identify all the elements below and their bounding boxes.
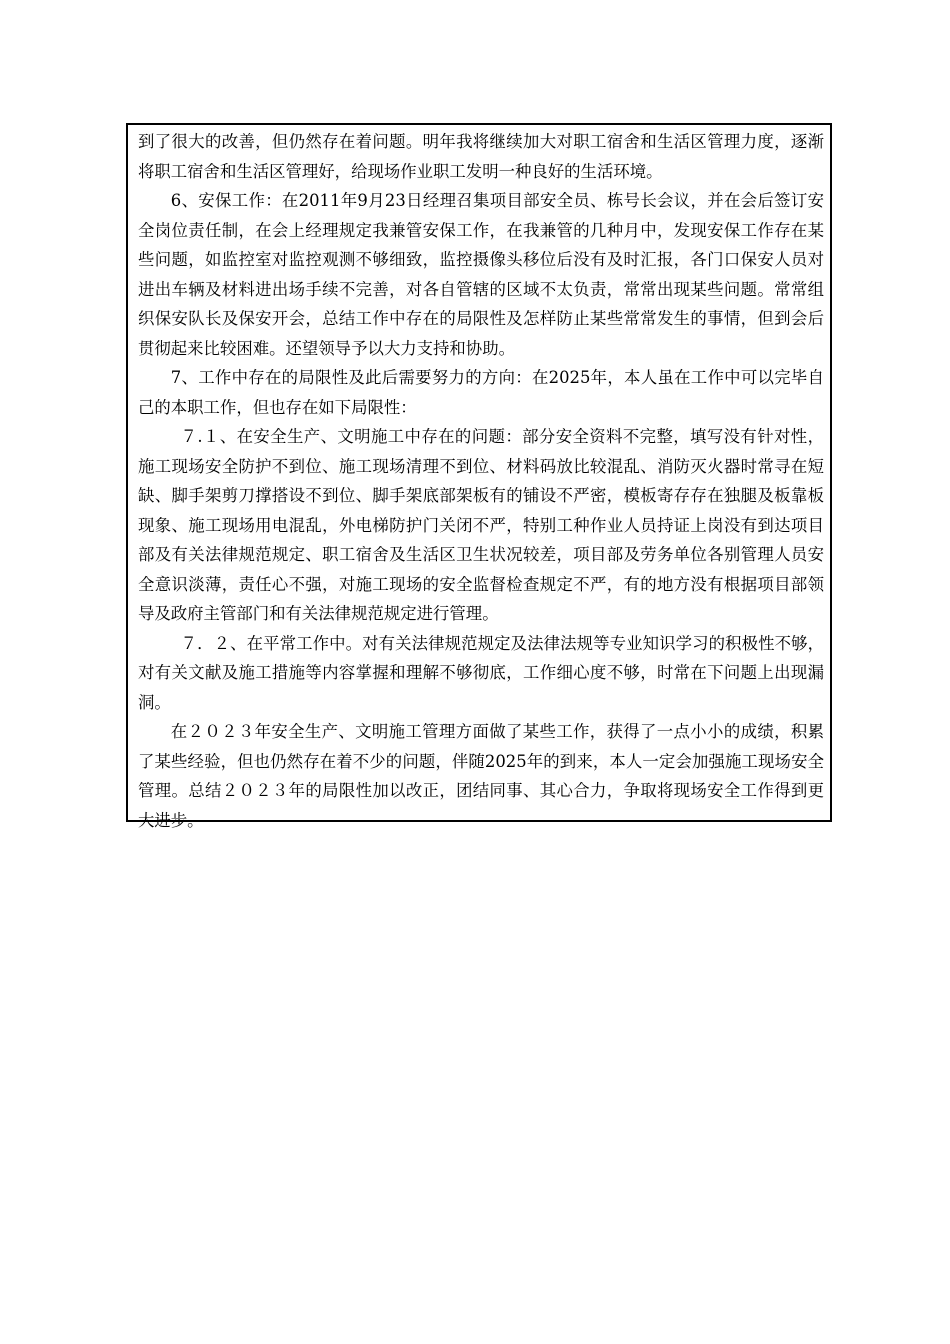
body-text bbox=[138, 127, 824, 835]
paragraph-summary: 在２０２３年安全生产、文明施工管理方面做了某些工作，获得了一点小小的成绩，积累了某些经验，但也仍然存在着不少的问题，伴随2025年的到来，本人一定会加强施工现场安全管理。总结２０２３年的局限性加以改正，团结同事、其心合力，争取将现场安全工作得到更大进步。 bbox=[138, 722, 824, 830]
paragraph-daily-work-issues: ７．２、在平常工作中。对有关法律规范规定及法律法规等专业知识学习的积极性不够，对有关文献及施工措施等内容掌握和理解不够彻底，工作细心度不够，时常在下问题上出现漏洞。 bbox=[138, 633, 824, 712]
paragraph-safety-production-issues: ７.１、在安全生产、文明施工中存在的问题：部分安全资料不完整，填写没有针对性，施工现场安全防护不到位、施工现场清理不到位、材料码放比较混乱、消防灭火器时常寻在短缺、脚手架剪刀撑搭设不到位、脚手架底部架板有的铺设不严密，模板寄存存在独腿及板靠板现象、施工现场用电混乱，外电梯防护门关闭不严，特别工种作业人员持证上岗没有到达项目部及有关法律规范规定、职工宿舍及生活区卫生状况较差，项目部及劳务单位各别管理人员安全意识淡薄，责任心不强，对施工现场的安全监督检查规定不严，有的地方没有根据项目部领导及政府主管部门和有关法律规范规定进行管理。 bbox=[138, 427, 824, 623]
paragraph-security-work: 6、安保工作：在2011年9月23日经理召集项目部安全员、栋号长会议，并在会后签订安全岗位责任制，在会上经理规定我兼管安保工作，在我兼管的几种月中，发现安保工作存在某些问题，如监控室对监控观测不够细致，监控摄像头移位后没有及时汇报，各门口保安人员对进出车辆及材料进出场手续不完善，对各自管辖的区域不太负责，常常出现某些问题。常常组织保安队长及保安开会，总结工作中存在的局限性及怎样防止某些常常发生的事情，但到会后贯彻起来比较困难。还望领导予以大力支持和协助。 bbox=[138, 191, 824, 358]
paragraph-shortcomings-intro: 7、工作中存在的局限性及此后需要努力的方向：在2025年，本人虽在工作中可以完毕自己的本职工作，但也存在如下局限性： bbox=[138, 368, 824, 417]
paragraph-dormitory-conclusion: 到了很大的改善，但仍然存在着问题。明年我将继续加大对职工宿舍和生活区管理力度，逐渐将职工宿舍和生活区管理好，给现场作业职工发明一种良好的生活环境。 bbox=[138, 132, 824, 181]
content-table-cell bbox=[126, 123, 832, 830]
